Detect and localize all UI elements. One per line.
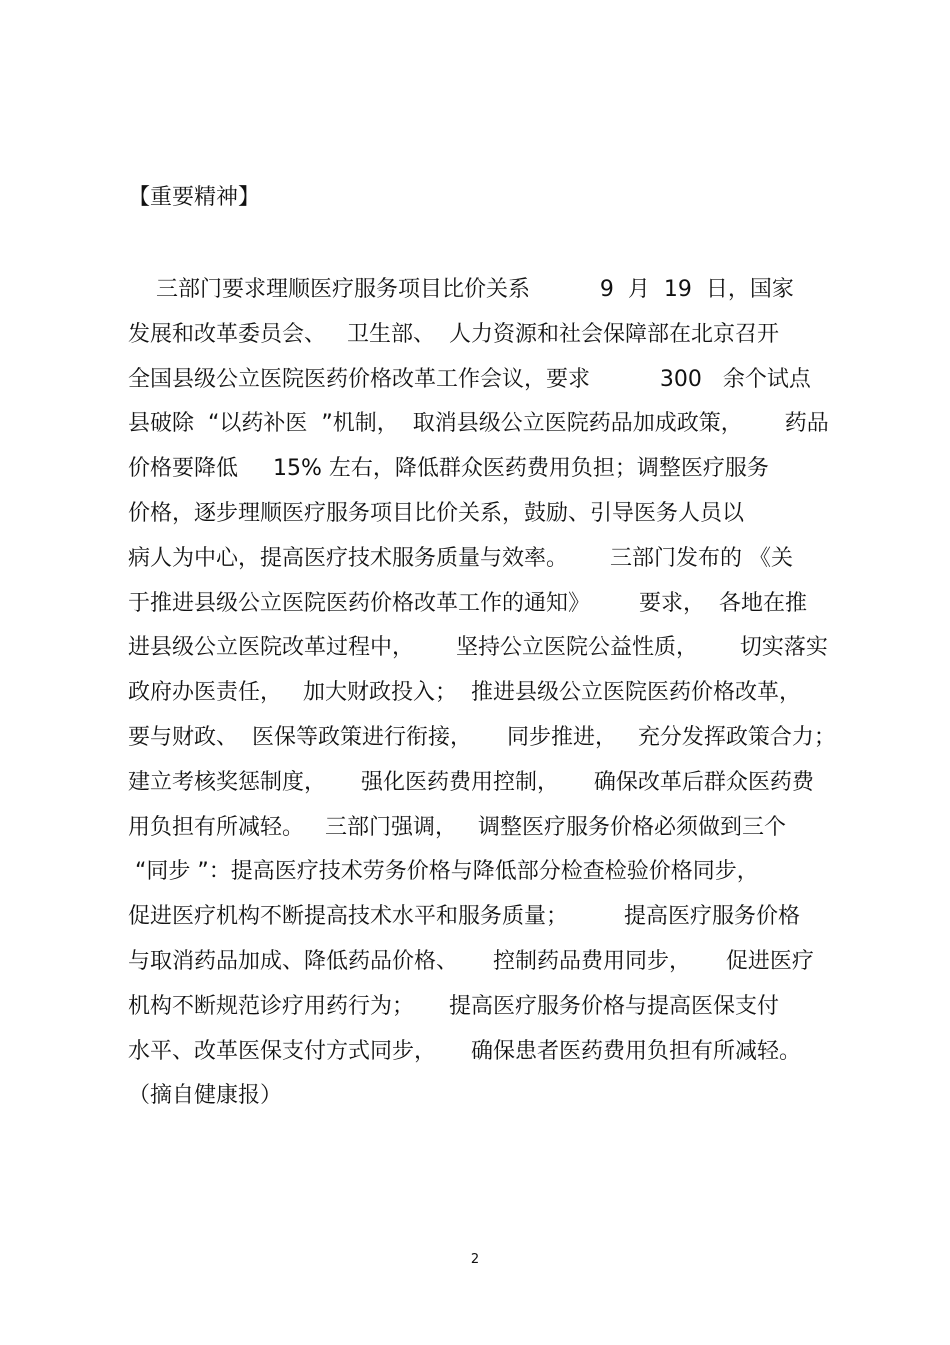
body-line: 于推进县级公立医院医药价格改革工作的通知》 要求， 各地在推 bbox=[128, 590, 807, 616]
body-line: 政府办医责任， 加大财政投入； 推进县级公立医院医药价格改革， bbox=[128, 680, 801, 706]
body-line: 病人为中心，提高医疗技术服务质量与效率。 三部门发布的 《关 bbox=[128, 545, 793, 571]
article-body bbox=[128, 270, 838, 1121]
body-line: 建立考核奖惩制度， 强化医药费用控制， 确保改革后群众医药费 bbox=[128, 769, 814, 795]
body-line: 与取消药品加成、降低药品价格、 控制药品费用同步， 促进医疗 bbox=[128, 948, 814, 974]
body-line: 机构不断规范诊疗用药行为； 提高医疗服务价格与提高医保支付 bbox=[128, 993, 779, 1019]
body-line: 进县级公立医院改革过程中， 坚持公立医院公益性质， 切实落实 bbox=[128, 635, 828, 661]
body-line: 用负担有所减轻。 三部门强调， 调整医疗服务价格必须做到三个 bbox=[128, 814, 786, 840]
body-line: 价格要降低 15% 左右，降低群众医药费用负担；调整医疗服务 bbox=[128, 456, 769, 482]
body-line: 促进医疗机构不断提高技术水平和服务质量； 提高医疗服务价格 bbox=[128, 904, 800, 930]
body-line: 水平、改革医保支付方式同步， 确保患者医药费用负担有所减轻。 bbox=[128, 1038, 801, 1064]
section-heading: 【重要精神】 bbox=[128, 185, 261, 210]
body-line: 要与财政、 医保等政策进行衔接， 同步推进， 充分发挥政策合力； bbox=[128, 724, 836, 750]
body-line: 发展和改革委员会、 卫生部、 人力资源和社会保障部在北京召开 bbox=[128, 321, 779, 347]
body-line: 全国县级公立医院医药价格改革工作会议，要求 300 余个试点 bbox=[128, 366, 811, 392]
body-line: “同步 ”：提高医疗技术劳务价格与降低部分检查检验价格同步， bbox=[128, 859, 759, 885]
body-line: 县破除 “以药补医 ”机制， 取消县级公立医院药品加成政策， 药品 bbox=[128, 411, 829, 437]
body-line: 三部门要求理顺医疗服务项目比价关系 9 月 19 日，国家 bbox=[128, 277, 794, 302]
body-line: 价格，逐步理顺医疗服务项目比价关系，鼓励、引导医务人员以 bbox=[128, 500, 745, 526]
page-number: 2 bbox=[470, 1252, 480, 1267]
source-attribution: （摘自健康报） bbox=[128, 1083, 283, 1109]
